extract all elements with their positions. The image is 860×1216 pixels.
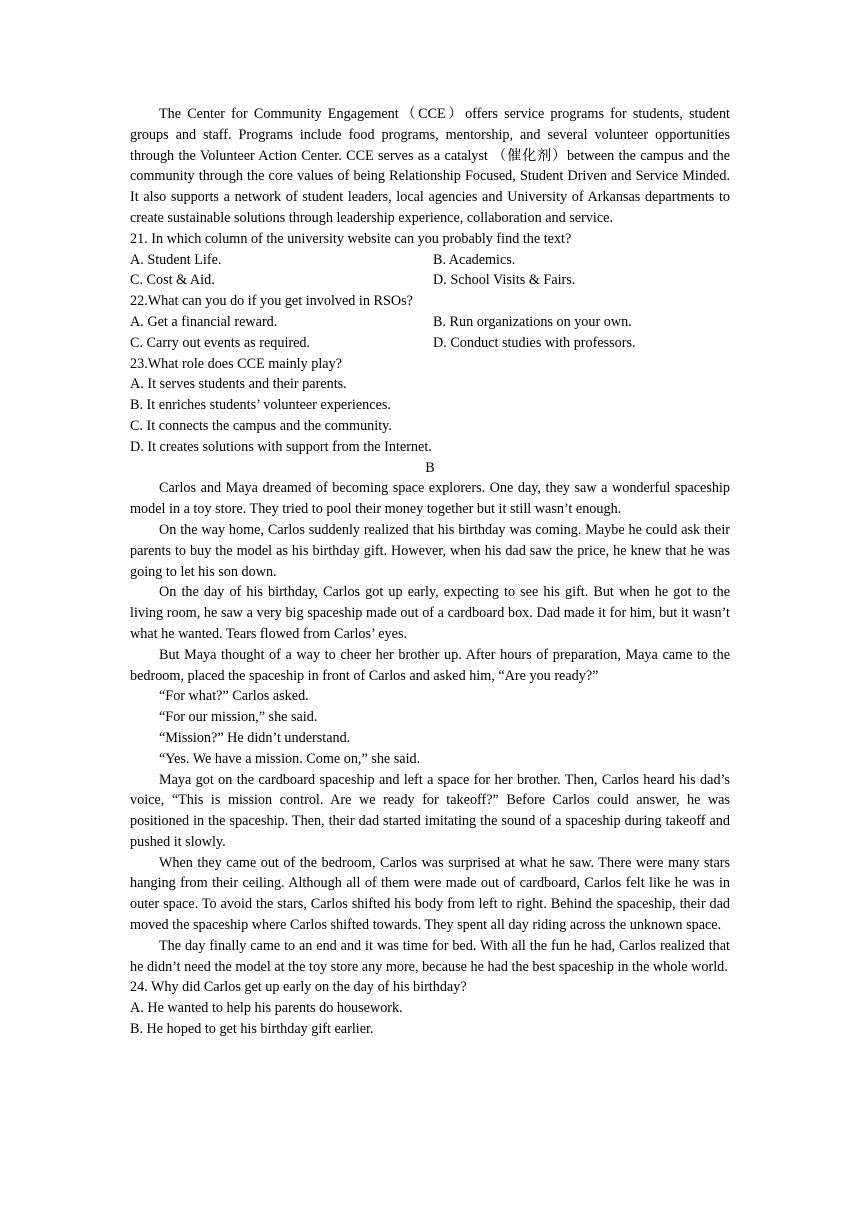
story-paragraph-4: But Maya thought of a way to cheer her brother up. After hours of preparation, Maya came to the bedroom, placed the spaceship in front of Carlos and asked him, “Are you ready?” xyxy=(130,646,730,684)
q24-option-b: B. He hoped to get his birthday gift earlier. xyxy=(130,1021,374,1038)
story-paragraph-5: “For what?” Carlos asked. xyxy=(159,688,309,705)
question-24: 24. Why did Carlos get up early on the day of his birthday? xyxy=(130,979,467,996)
story-paragraph-6: “For our mission,” she said. xyxy=(159,709,318,726)
story-paragraph-7: “Mission?” He didn’t understand. xyxy=(159,729,351,746)
q21-option-b: B. Academics. xyxy=(433,251,516,268)
story-paragraph-2: On the way home, Carlos suddenly realized that his birthday was coming. Maybe he could ask their parents to buy the model as his birthday gift. However, when his dad saw the price, he knew that he was going to let his son down. xyxy=(130,521,730,580)
document-page xyxy=(130,104,730,1040)
q22-option-d: D. Conduct studies with professors. xyxy=(433,334,636,351)
q22-option-c: C. Carry out events as required. xyxy=(130,334,311,351)
q21-option-a: A. Student Life. xyxy=(130,251,222,268)
q23-option-d: D. It creates solutions with support from the Internet. xyxy=(130,438,432,455)
q21-options-row-2 xyxy=(130,270,730,291)
question-22: 22.What can you do if you get involved in RSOs? xyxy=(130,293,413,310)
story-paragraph-1: Carlos and Maya dreamed of becoming space explorers. One day, they saw a wonderful spaceship model in a toy store. They tried to pool their money together but it still wasn’t enough. xyxy=(130,480,730,518)
q22-options-row-1 xyxy=(130,312,730,333)
q23-option-a: A. It serves students and their parents. xyxy=(130,376,347,393)
story-paragraph-8: “Yes. We have a mission. Come on,” she said. xyxy=(159,750,421,767)
q22-options-row-2 xyxy=(130,333,730,354)
q22-option-b: B. Run organizations on your own. xyxy=(433,313,632,330)
q22-option-a: A. Get a financial reward. xyxy=(130,313,278,330)
section-b-heading: B xyxy=(425,459,435,476)
q21-options-row-1 xyxy=(130,250,730,271)
story-paragraph-11: The day finally came to an end and it was time for bed. With all the fun he had, Carlos realized that he didn’t need the model at the toy store any more, because he had the best spaceship in the whole world. xyxy=(130,937,730,975)
q21-option-d: D. School Visits & Fairs. xyxy=(433,272,576,289)
story-paragraph-9: Maya got on the cardboard spaceship and left a space for her brother. Then, Carlos heard his dad’s voice, “This is mission control. Are we ready for takeoff?” Before Carlos could answer, he was positioned in the spaceship. Then, their dad started imitating the sound of a spaceship during takeoff and pushed it slowly. xyxy=(130,771,730,850)
q24-option-a: A. He wanted to help his parents do housework. xyxy=(130,1000,403,1017)
story-paragraph-3: On the day of his birthday, Carlos got up early, expecting to see his gift. But when he got to the living room, he saw a very big spaceship made out of a cardboard box. Dad made it for him, but it wasn’t what he wanted. Tears flowed from Carlos’ eyes. xyxy=(130,584,730,642)
question-23: 23.What role does CCE mainly play? xyxy=(130,355,342,372)
story-paragraph-10: When they came out of the bedroom, Carlos was surprised at what he saw. There were many stars hanging from their ceiling. Although all of them were made out of cardboard, Carlos felt like he was in outer space. To avoid the stars, Carlos shifted his body from left to right. Behind the spaceship, their dad moved the spaceship where Carlos shifted towards. They spent all day riding across the unknown space. xyxy=(130,854,730,934)
passage-a-paragraph: The Center for Community Engagement（CCE）offers service programs for students, student groups and staff. Programs include food programs, mentorship, and several volunteer opportunities through the Volunteer Action Center. CCE serves as a catalyst （催化剂）between the campus and the community through the core values of being Relationship Focused, Student Driven and Service Minded. It also supports a network of student leaders, local agencies and University of Arkansas departments to create sustainable solutions through leadership experience, collaboration and service. xyxy=(130,106,730,226)
q23-option-b: B. It enriches students’ volunteer experiences. xyxy=(130,397,391,414)
q21-option-c: C. Cost & Aid. xyxy=(130,272,215,289)
question-21: 21. In which column of the university website can you probably find the text? xyxy=(130,230,572,247)
q23-option-c: C. It connects the campus and the community. xyxy=(130,417,392,434)
